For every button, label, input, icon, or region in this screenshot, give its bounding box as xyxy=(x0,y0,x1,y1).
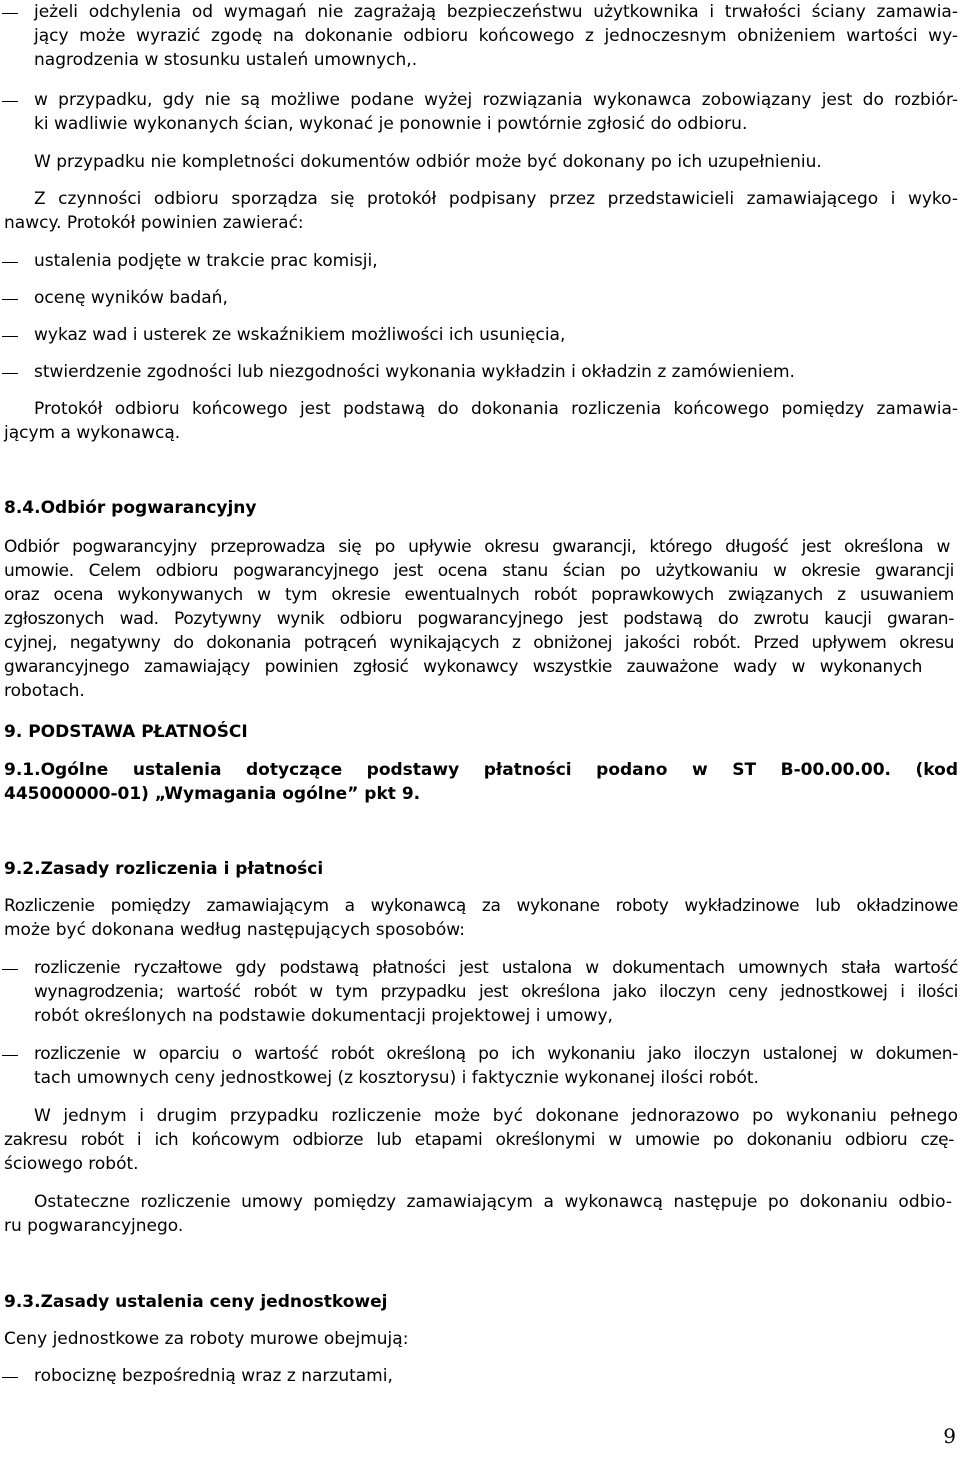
text-line: gwarancyjnego zamawiający powinien zgłosić wykonawcy wszystkie zauważone wady w wykonanych xyxy=(4,657,922,677)
dash-bullet xyxy=(2,13,18,14)
text-line: W jednym i drugim przypadku rozliczenie może być dokonane jednorazowo po wykonaniu pełnego xyxy=(34,1106,958,1126)
section-heading-9-1-cont: 445000000-01) „Wymagania ogólne” pkt 9. xyxy=(4,784,421,804)
text-line: nagrodzenia w stosunku ustaleń umownych,. xyxy=(34,50,418,70)
list-item: robociznę bezpośrednią wraz z narzutami, xyxy=(34,1366,393,1386)
text-line: oraz ocena wykonywanych w tym okresie ewentualnych robót poprawkowych związanych z usuwaniem xyxy=(4,585,954,605)
list-item: wykaz wad i usterek ze wskaźnikiem możliwości ich usunięcia, xyxy=(34,325,566,345)
dash-bullet xyxy=(2,101,18,102)
section-heading-9-2: 9.2.Zasady rozliczenia i płatności xyxy=(4,859,324,879)
list-item: ocenę wyników badań, xyxy=(34,288,228,308)
dash-bullet xyxy=(2,1055,18,1056)
text-line: w przypadku, gdy nie są możliwe podane wyżej rozwiązania wykonawca zobowiązany jest do rozbiór- xyxy=(34,90,958,110)
text-line: Protokół odbioru końcowego jest podstawą do dokonania rozliczenia końcowego pomiędzy zamawia- xyxy=(34,399,958,419)
text-line: może być dokonana według następujących sposobów: xyxy=(4,920,465,940)
paragraph-incomplete-docs: W przypadku nie kompletności dokumentów odbiór może być dokonany po ich uzupełnieniu. xyxy=(34,152,822,172)
text-line: Rozliczenie pomiędzy zamawiającym a wykonawcą za wykonane roboty wykładzinowe lub okładzinowe xyxy=(4,896,958,916)
text-line: nawcy. Protokół powinien zawierać: xyxy=(4,213,304,233)
dash-bullet xyxy=(2,969,18,970)
text-line: robót określonych na podstawie dokumentacji projektowej i umowy, xyxy=(34,1006,613,1026)
text-line: Odbiór pogwarancyjny przeprowadza się po upływie okresu gwarancji, którego długość jest określona w xyxy=(4,537,950,557)
dash-bullet xyxy=(2,336,18,337)
dash-bullet xyxy=(2,262,18,263)
text-line: Ostateczne rozliczenie umowy pomiędzy zamawiającym a wykonawcą następuje po dokonaniu odbio- xyxy=(34,1192,952,1212)
text-line: tach umownych ceny jednostkowej (z kosztorysu) i faktycznie wykonanej ilości robót. xyxy=(34,1068,759,1088)
text-line: rozliczenie w oparciu o wartość robót określoną po ich wykonaniu jako iloczyn ustalonej w dokumen- xyxy=(34,1044,958,1064)
section-heading-8-4: 8.4.Odbiór pogwarancyjny xyxy=(4,498,257,518)
section-heading-9: 9. PODSTAWA PŁATNOŚCI xyxy=(4,722,248,742)
section-heading-9-1: 9.1.Ogólne ustalenia dotyczące podstawy płatności podano w ST B-00.00.00. (kod xyxy=(4,760,958,780)
text-line: cyjnej, negatywny do dokonania potrąceń wynikających z obniżonej jakości robót. Przed upływem okresu xyxy=(4,633,954,653)
text-line: jącym a wykonawcą. xyxy=(4,423,181,443)
dash-bullet xyxy=(2,1377,18,1378)
text-line: umowie. Celem odbioru pogwarancyjnego jest ocena stanu ścian po użytkowaniu w okresie gwarancji xyxy=(4,561,954,581)
text-line: jący może wyrazić zgodę na dokonanie odbioru końcowego z jednoczesnym obniżeniem wartości wy- xyxy=(34,26,958,46)
dash-bullet xyxy=(2,299,18,300)
text-line: Ceny jednostkowe za roboty murowe obejmują: xyxy=(4,1329,409,1349)
text-line: wynagrodzenia; wartość robót w tym przypadku jest określona jako iloczyn ceny jednostkowej i ilości xyxy=(34,982,958,1002)
text-line: rozliczenie ryczałtowe gdy podstawą płatności jest ustalona w dokumentach umownych stała wartość xyxy=(34,958,958,978)
text-line: ru pogwarancyjnego. xyxy=(4,1216,184,1236)
text-line: Z czynności odbioru sporządza się protokół podpisany przez przedstawicieli zamawiającego i wyko- xyxy=(34,189,958,209)
dash-bullet xyxy=(2,373,18,374)
text-line: zakresu robót i ich końcowym odbiorze lub etapami określonymi w umowie po dokonaniu odbioru czę- xyxy=(4,1130,954,1150)
section-heading-9-3: 9.3.Zasady ustalenia ceny jednostkowej xyxy=(4,1292,388,1312)
list-item: stwierdzenie zgodności lub niezgodności wykonania wykładzin i okładzin z zamówieniem. xyxy=(34,362,795,382)
text-line: zgłoszonych wad. Pozytywny wynik odbioru pogwarancyjnego jest podstawą do zwrotu kaucji gwaran- xyxy=(4,609,954,629)
text-line: ki wadliwie wykonanych ścian, wykonać je ponownie i powtórnie zgłosić do odbioru. xyxy=(34,114,748,134)
list-item: ustalenia podjęte w trakcie prac komisji, xyxy=(34,251,378,271)
text-line: jeżeli odchylenia od wymagań nie zagrażają bezpieczeństwu użytkownika i trwałości ściany zamawia- xyxy=(34,2,958,22)
text-line: robotach. xyxy=(4,681,85,701)
page-number: 9 xyxy=(943,1424,956,1448)
text-line: ściowego robót. xyxy=(4,1154,139,1174)
